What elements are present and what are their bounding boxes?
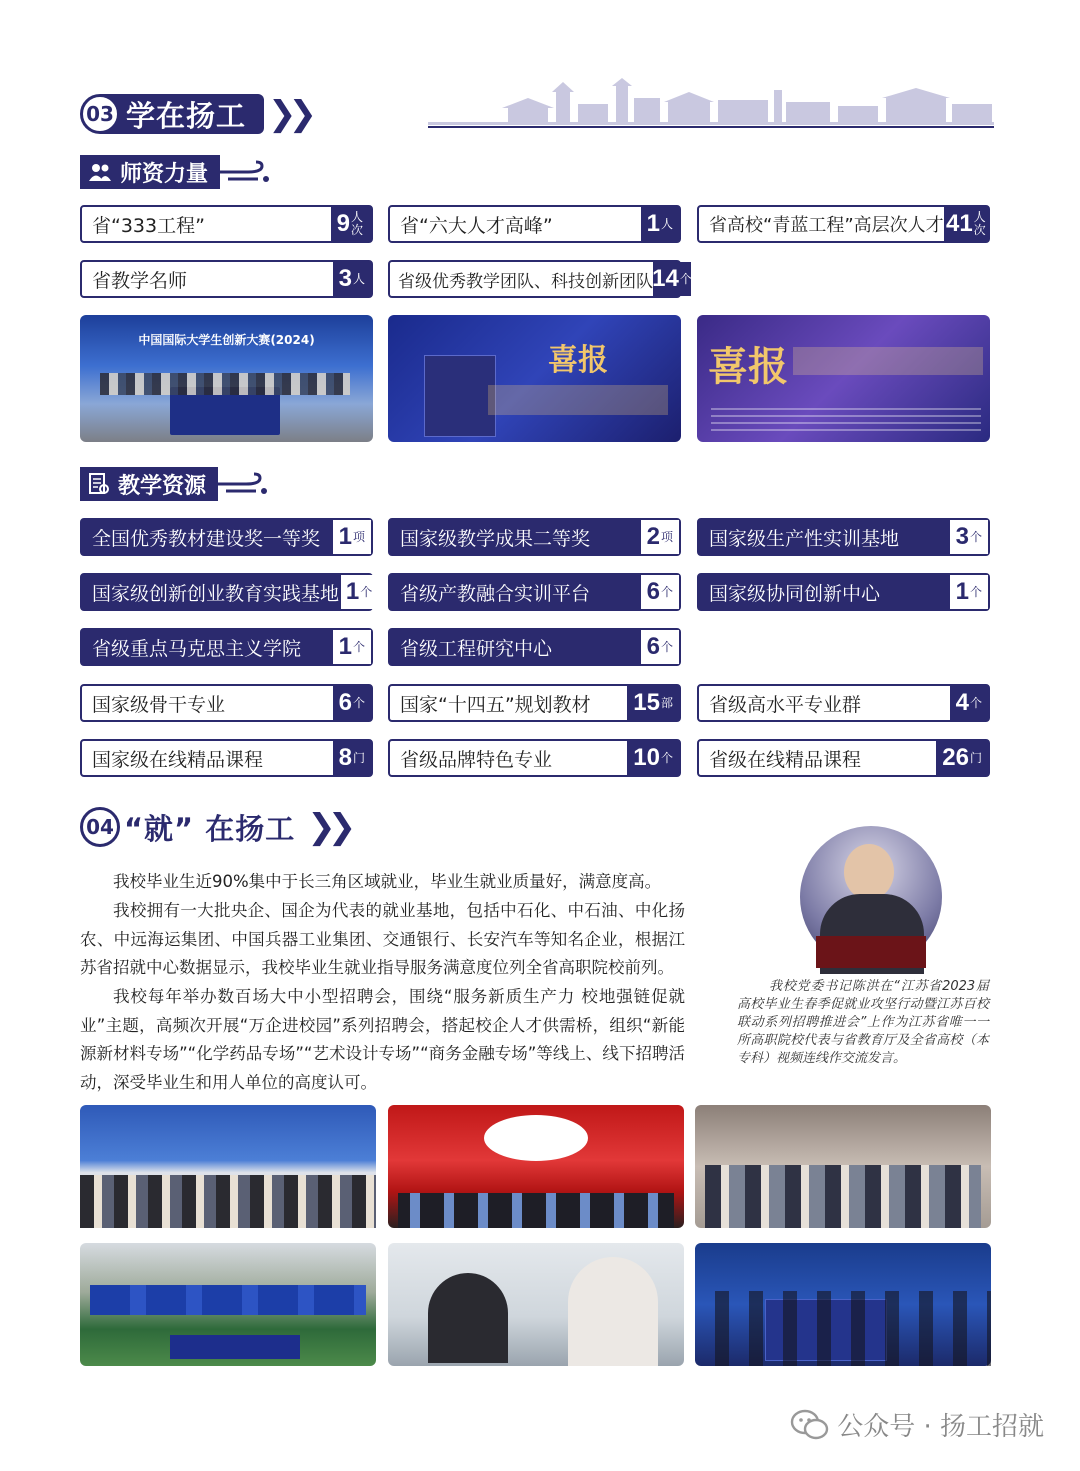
city-skyline-illustration: [428, 78, 994, 132]
section-number: 04: [80, 807, 120, 847]
section-04-heading: [80, 806, 348, 848]
photo-alliance-ceremony: [388, 1105, 684, 1228]
document-icon: [88, 473, 110, 495]
employment-paragraph-3: 我校每年举办数百场大中小型招聘会，围绕“服务新质生产力 校地强链促就业”主题，高频次开展“万企进校园”系列招聘会，搭起校企人才供需桥，组织“新能源新材料专场”“化学药品专场”“艺术设计专场”“商务金融专场”等线上、线下招聘活动，深受毕业生和用人单位的高度认可。: [80, 987, 685, 1092]
swirl-decoration: [218, 160, 272, 184]
portrait-photo: [800, 826, 942, 968]
faculty-stat: 省高校“青蓝工程”高层次人才 41 人次: [697, 205, 990, 243]
photo-training-class: [80, 1105, 376, 1228]
watermark-text: 公众号 · 扬工招就: [837, 1412, 1044, 1442]
wechat-watermark: [791, 1406, 1044, 1443]
photo-interview: [388, 1243, 684, 1366]
resource-stat: 省级在线精品课程 26 门: [697, 739, 990, 777]
faculty-heading: [80, 154, 272, 190]
photo-good-news-2: 喜报: [697, 315, 990, 442]
portrait-caption: 我校党委书记陈洪在“江苏省2023届高校毕业生春季促就业攻坚行动暨江苏百校联动系列招聘推进会”上作为江苏省唯一一所高职院校代表与省教育厅及全省高校（本专科）视频连线作交流发言。: [737, 979, 989, 1066]
employment-paragraph-2: 我校拥有一大批央企、国企为代表的就业基地，包括中石化、中石油、中化扬农、中远海运集团、中国兵器工业集团、交通银行、长安汽车等知名企业，根据江苏省招就中心数据显示，我校毕业生就业指导服务满意度位列全省高职院校前列。: [80, 901, 685, 977]
wechat-icon: [791, 1409, 829, 1441]
section-03-heading: [80, 93, 309, 135]
resource-stat: 省级工程研究中心 6 个: [388, 628, 681, 666]
section-title: “就” 在扬工: [124, 811, 296, 846]
swirl-decoration: [216, 472, 270, 496]
chevron-right-icon: ❯❯: [307, 807, 349, 847]
resource-stat: 省级高水平专业群 4 个: [697, 684, 990, 722]
photo-group-flag: [695, 1243, 991, 1366]
resource-stat: 国家级生产性实训基地 3 个: [697, 518, 990, 556]
resource-stat: 国家级在线精品课程 8 门: [80, 739, 373, 777]
faculty-stat: 省级优秀教学团队、科技创新团队 14 个: [388, 260, 681, 298]
people-icon: [88, 162, 112, 182]
resource-stat: 国家级协同创新中心 1 个: [697, 573, 990, 611]
resources-title: 教学资源: [118, 473, 207, 499]
resource-stat: 全国优秀教材建设奖一等奖 1 项: [80, 518, 373, 556]
photo-job-fair: [80, 1243, 376, 1366]
faculty-stat: 省“333工程” 9 人次: [80, 205, 373, 243]
resource-stat: 省级品牌特色专业 10 个: [388, 739, 681, 777]
photo-innovation-contest: 中国国际大学生创新大赛(2024): [80, 315, 373, 442]
section-number: 03: [80, 94, 120, 134]
photo-good-news-1: 喜报: [388, 315, 681, 442]
faculty-title: 师资力量: [120, 161, 209, 187]
resource-stat: 国家“十四五”规划教材 15 部: [388, 684, 681, 722]
resource-stat: 国家级骨干专业 6 个: [80, 684, 373, 722]
faculty-stat: 省“六大人才高峰” 1 人: [388, 205, 681, 243]
section-title: 学在扬工: [100, 94, 264, 134]
chevron-right-icon: ❯❯: [268, 94, 309, 134]
photo-meeting: [695, 1105, 991, 1228]
resource-stat: 省级重点马克思主义学院 1 个: [80, 628, 373, 666]
resource-stat: 国家级教学成果二等奖 2 项: [388, 518, 681, 556]
resource-stat: 国家级创新创业教育实践基地 1 个: [80, 573, 373, 611]
resource-stat: 省级产教融合实训平台 6 个: [388, 573, 681, 611]
resources-heading: [80, 466, 270, 502]
faculty-stat: 省教学名师 3 人: [80, 260, 373, 298]
employment-paragraph-1: 我校毕业生近90%集中于长三角区域就业，毕业生就业质量好，满意度高。: [113, 872, 662, 891]
